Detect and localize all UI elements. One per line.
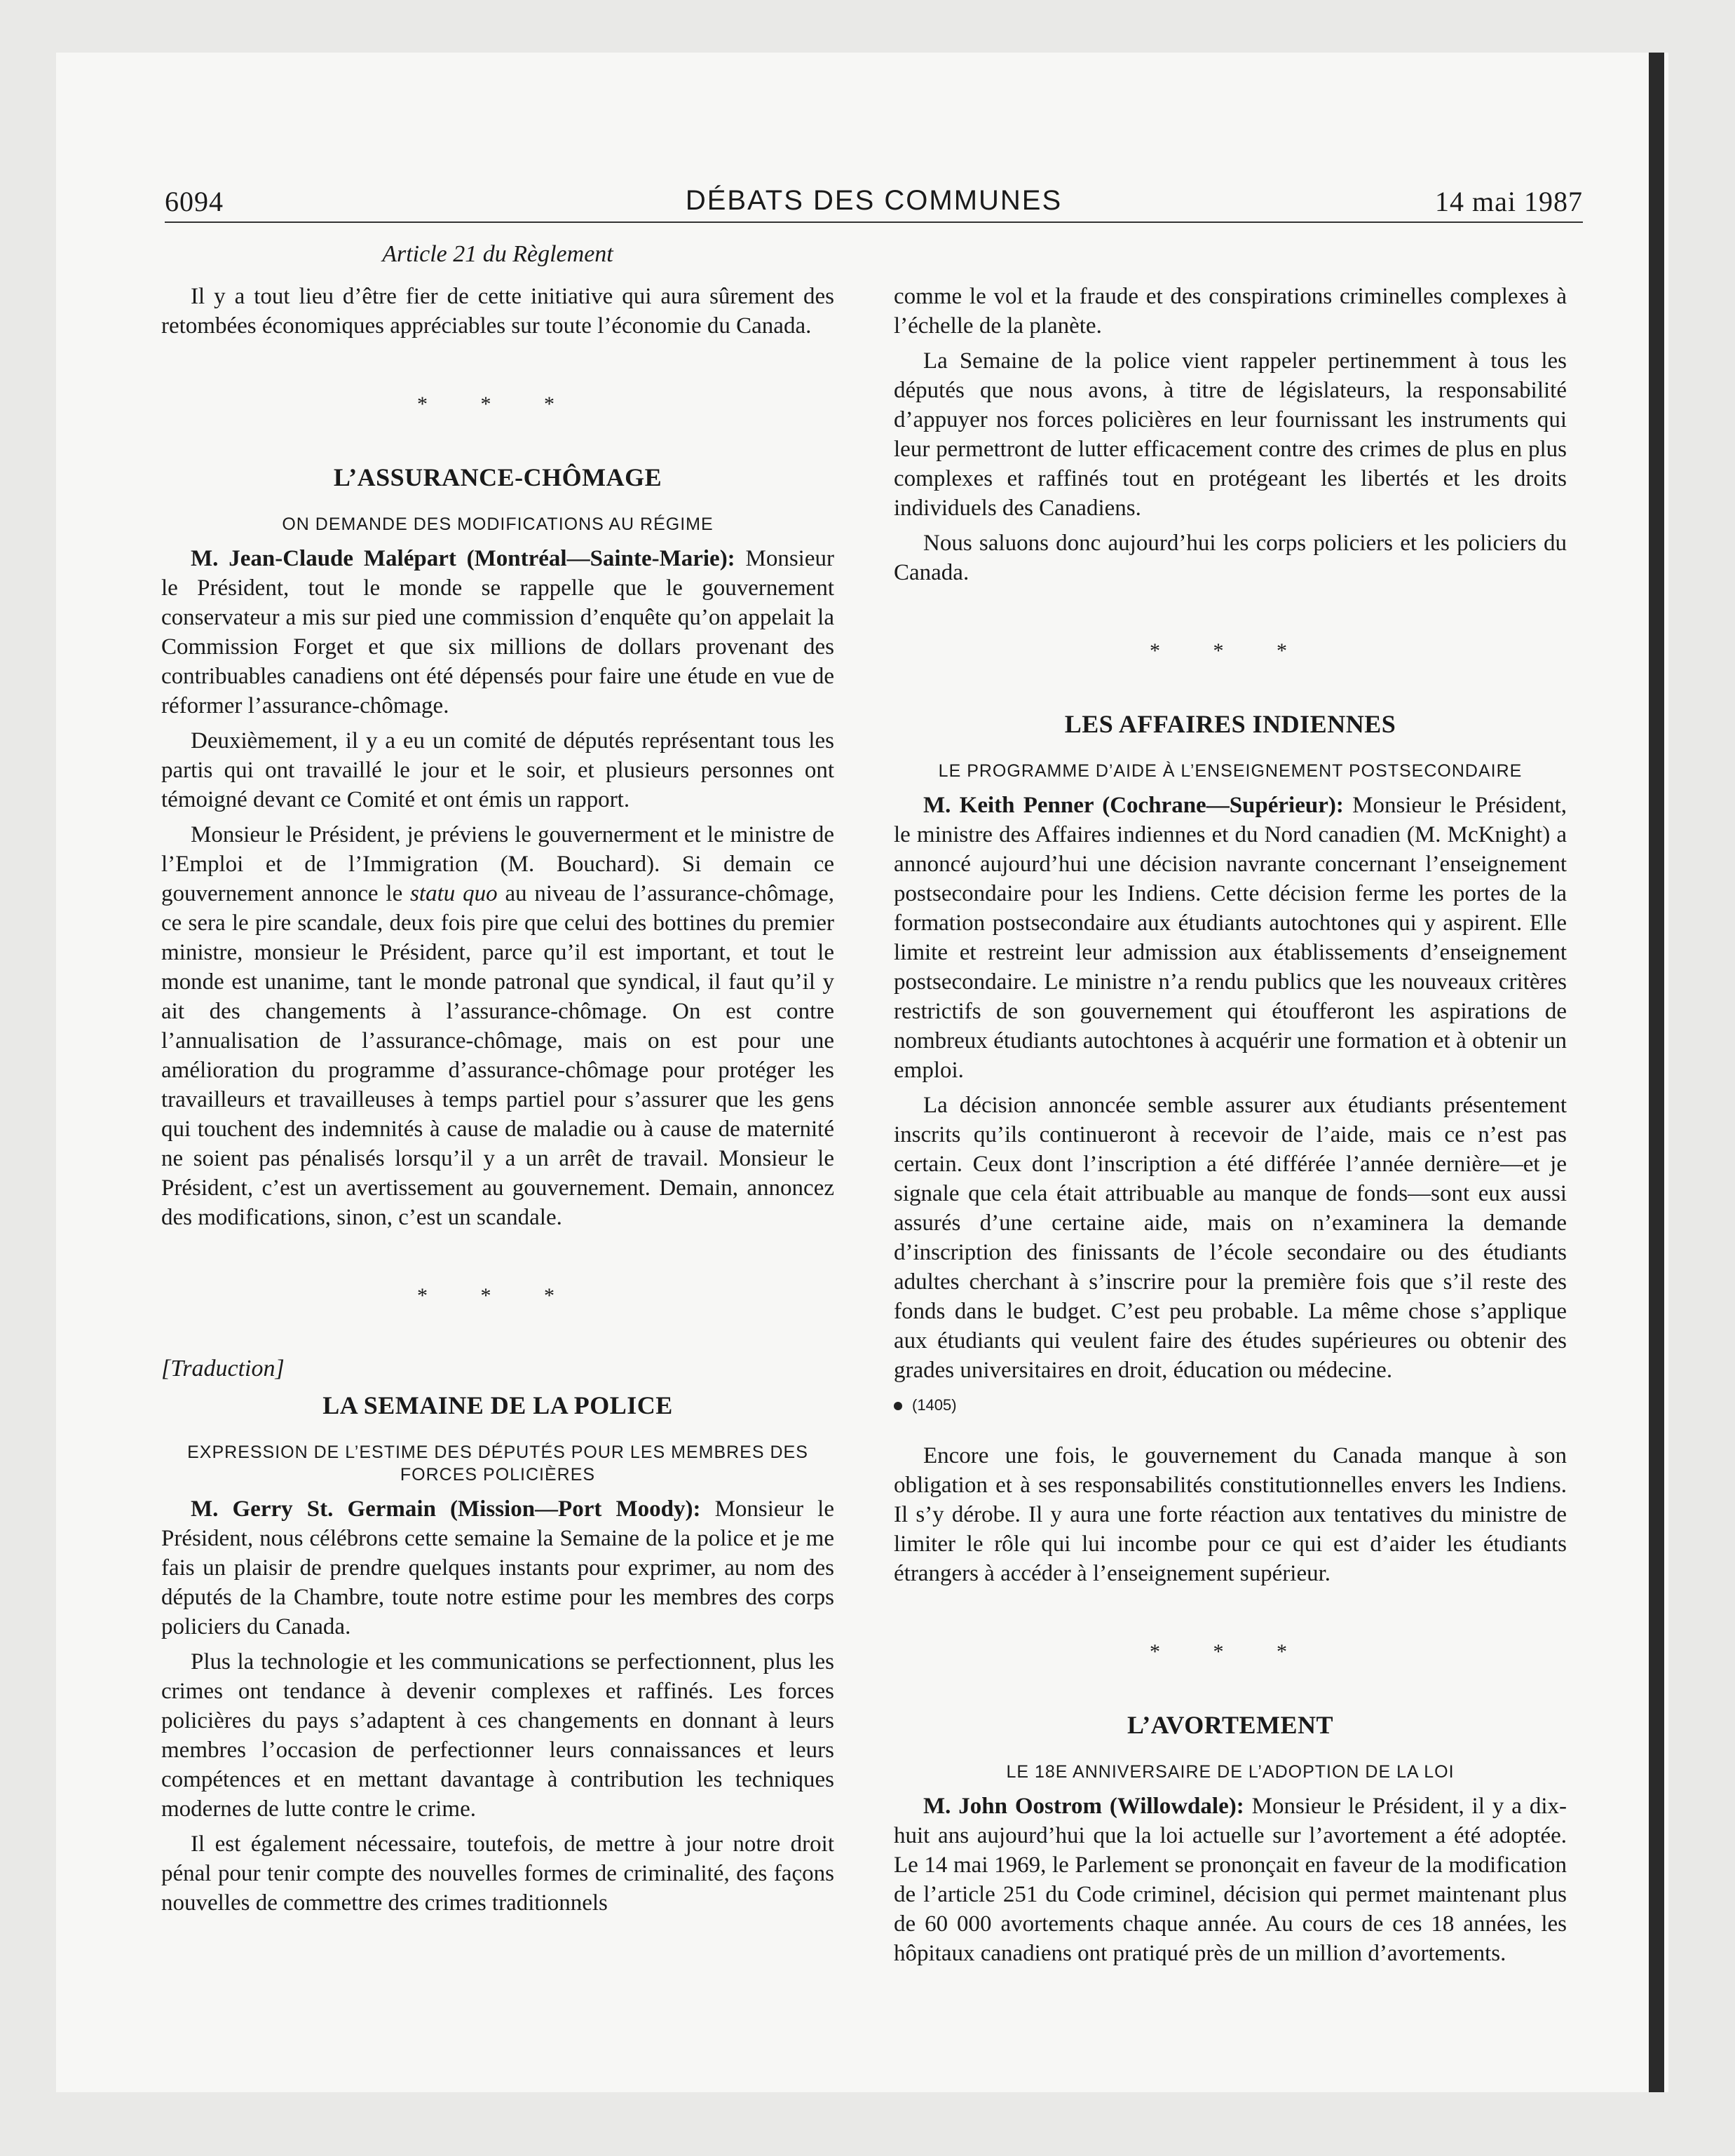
- section-subtitle: LE 18E ANNIVERSAIRE DE L’ADOPTION DE LA LOI: [1006, 1762, 1455, 1782]
- paragraph-text: Monsieur le Président, le ministre des Affaires indiennes et du Nord canadien (M. McKnight) a annoncé aujourd’hui une décision navrante concernant l’enseignement postsecondaire pour les Indiens. Cette décision ferme les portes de la formation postsecondaire aux étudiants autochtones qui y aspirent. Elle limite et restreint leur admission aux établissements d’enseignement postsecondaire. Le ministre n’a rendu publics que les nouveaux critères restrictifs de son gouvernement qui étoufferont les aspirations de nombreux étudiants autochtones à acquérir une formation et à obtenir un emploi.: [894, 793, 1567, 1083]
- time-marker-text: (1405): [912, 1396, 957, 1414]
- paragraph: Deuxièmement, il y a eu un comité de députés représentant tous les partis qui ont travaillé le jour et le soir, et plusieurs personnes ont témoigné devant ce Comité et ont émis un rapport.: [161, 728, 834, 812]
- page-date: 14 mai 1987: [1435, 186, 1583, 217]
- paragraph-text: Monsieur le Président, tout le monde se rappelle que le gouvernement conservateur a mis sur pied une commission d’enquête qu’on appelait la Commission Forget et que six millions de dollars provenant des contribuables canadiens ont été dépensés pour faire une étude en vue de réformer l’assurance-chômage.: [161, 546, 834, 718]
- left-column: [161, 238, 834, 1923]
- section-separator: * * *: [417, 393, 578, 416]
- paragraph: [161, 1494, 834, 1642]
- publication-title: DÉBATS DES COMMUNES: [685, 185, 1063, 216]
- section-subtitle: LE PROGRAMME D’AIDE À L’ENSEIGNEMENT POSTSECONDAIRE: [938, 761, 1523, 781]
- scan-edge: [1649, 53, 1664, 2092]
- paragraph: Encore une fois, le gouvernement du Canada manque à son obligation et à ses responsabilités constitutionnelles envers les Indiens. Il s’y dérobe. Il y aura une forte réaction aux tentatives du ministre de limiter le rôle qui lui incombe pour ce qui est d’aider les étudiants étrangers à accéder à l’enseignement supérieur.: [894, 1443, 1567, 1586]
- section-title: L’ASSURANCE-CHÔMAGE: [333, 463, 662, 491]
- paragraph: Il est également nécessaire, toutefois, de mettre à jour notre droit pénal pour tenir compte des nouvelles formes de criminalité, des façons nouvelles de commettre des crimes traditionnels: [161, 1831, 834, 1916]
- speaker-name: M. Gerry St. Germain (Mission—Port Moody):: [191, 1496, 701, 1522]
- paragraph: [161, 544, 834, 721]
- paragraph: La Semaine de la police vient rappeler pertinemment à tous les députés que nous avons, à titre de législateurs, la responsabilité d’appuyer nos forces policières en leur fournissant les instruments qui leur permettront de lutter efficacement contre des crimes de plus en plus complexes et raffinés tout en protégeant les libertés et les droits individuels des Canadiens.: [894, 348, 1567, 521]
- paragraph: Nous saluons donc aujourd’hui les corps policiers et les policiers du Canada.: [894, 531, 1567, 585]
- speaker-name: M. John Oostrom (Willowdale):: [923, 1794, 1244, 1819]
- speaker-name: M. Keith Penner (Cochrane—Supérieur):: [923, 793, 1344, 818]
- speaker-name: M. Jean-Claude Malépart (Montréal—Sainte-Marie):: [191, 546, 735, 571]
- paragraph-text: Monsieur le Président, nous célébrons cette semaine la Semaine de la police et je me fais un plaisir de prendre quelques instants pour exprimer, au nom des députés de la Chambre, toute notre estime pour les membres des corps policiers du Canada.: [161, 1496, 835, 1639]
- section-separator: * * *: [417, 1284, 578, 1307]
- paragraph: comme le vol et la fraude et des conspirations criminelles complexes à l’échelle de la planète.: [894, 284, 1567, 339]
- bullet-icon: [894, 1402, 902, 1410]
- paragraph: Plus la technologie et les communications se perfectionnent, plus les crimes ont tendance à devenir complexes et raffinés. Les forces policières du pays s’adaptent à ces changements en donnant à leurs membres l’occasion de perfectionner leurs connaissances et leurs compétences et en mettant davantage à contribution les techniques modernes de lutte contre le crime.: [161, 1649, 834, 1822]
- section-title: LES AFFAIRES INDIENNES: [1064, 710, 1396, 738]
- translation-note: [Traduction]: [161, 1356, 285, 1381]
- standing-order: Article 21 du Règlement: [382, 241, 613, 267]
- latin-phrase: statu quo: [410, 881, 498, 906]
- time-marker: [894, 1391, 1567, 1420]
- paragraph-text: Monsieur le Président, il y a dix-huit ans aujourd’hui que la loi actuelle sur l’avortement a été adoptée. Le 14 mai 1969, le Parlement se prononçait en faveur de la modification de l’article 251 du Code criminel, décision qui permet maintenant plus de 60 000 avortements chaque année. Au cours de ces 18 années, les hôpitaux canadiens ont pratiqué près de un million d’avortements.: [894, 1794, 1567, 1966]
- paragraph: La décision annoncée semble assurer aux étudiants présentement inscrits qu’ils continueront à recevoir de l’aide, mais ce n’est pas certain. Ceux dont l’inscription a été différée l’année dernière—et je signale que cela était attribuable au manque de fonds—sont eux aussi assurés d’une certaine aide, mais on n’examinera la demande d’inscription des finissants de l’école secondaire ou des étudiants adultes cherchant à s’inscrire pour la première fois que s’il reste des fonds dans le budget. C’est peu probable. La même chose s’applique aux étudiants qui veulent faire des études supérieures ou obtenir des grades universitaires en droit, éducation ou médecine.: [894, 1093, 1567, 1383]
- paragraph: Il y a tout lieu d’être fier de cette initiative qui aura sûrement des retombées économiques appréciables sur toute l’économie du Canada.: [161, 284, 834, 339]
- page-number: 6094: [165, 186, 224, 217]
- section-subtitle: EXPRESSION DE L’ESTIME DES DÉPUTÉS POUR LES MEMBRES DES FORCES POLICIÈRES: [187, 1442, 808, 1485]
- page-header: [165, 181, 1583, 223]
- paragraph-text: au niveau de l’assurance-chômage, ce sera le pire scandale, deux fois pire que celui des bottines du premier ministre, monsieur le Président, parce qu’il est important, et tout le monde est unanime, tant le monde patronal que syndical, il faut qu’il y ait des changements à l’assurance-chômage. On est contre l’annualisation de l’assurance-chômage, mais on est pour une amélioration du programme d’assurance-chômage pour protéger les travailleurs et travailleuses à temps partiel pour s’assurer que les gens qui touchent des indemnités à cause de maladie ou à cause de maternité ne soient pas pénalisés lorsqu’il y a un arrêt de travail. Monsieur le Président, c’est un avertissement au gouvernement. Demain, annoncez des modifications, sinon, c’est un scandale.: [161, 881, 834, 1230]
- section-subtitle: ON DEMANDE DES MODIFICATIONS AU RÉGIME: [282, 514, 714, 534]
- section-separator: * * *: [1150, 1640, 1311, 1663]
- paragraph: [894, 1792, 1567, 1968]
- section-title: L’AVORTEMENT: [1127, 1711, 1334, 1739]
- section-title: LA SEMAINE DE LA POLICE: [322, 1391, 673, 1419]
- paragraph-text: Monsieur le Président, je préviens le gouvernerment et le ministre de l’Emploi et de l’Immigration (M. Bouchard). Si demain ce gouvernement annonce le: [161, 822, 834, 906]
- right-column: [894, 282, 1567, 1974]
- paragraph: [161, 820, 834, 1232]
- section-separator: * * *: [1150, 639, 1311, 662]
- paragraph: [894, 791, 1567, 1085]
